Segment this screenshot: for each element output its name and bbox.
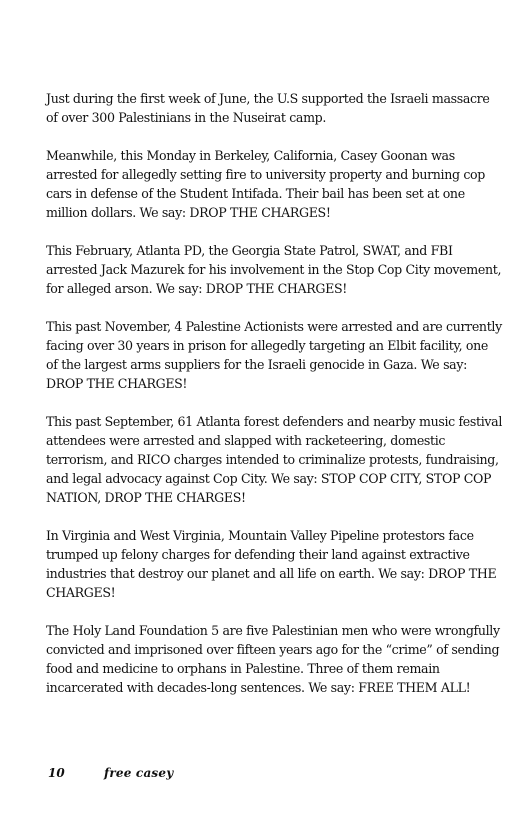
paragraph-atlanta-forest-defenders: This past September, 61 Atlanta forest defenders and nearby music festival attendees were arrested and slapped with racketeering, domestic terrorism, and RICO charges intended to criminalize protests, fundraising, and legal advocacy against Cop City. We say: STOP COP CITY, STOP COP NATION, DROP THE CHARGES! [46, 414, 502, 505]
paragraph-mountain-valley-pipeline: In Virginia and West Virginia, Mountain Valley Pipeline protestors face trumped up felony charges for defending their land against extractive industries that destroy our planet and all life on earth. We say: DROP THE CHARGES! [46, 528, 497, 600]
paragraph-palestine-actionists: This past November, 4 Palestine Actionists were arrested and are currently facing over 30 years in prison for allegedly targeting an Elbit facility, one of the largest arms suppliers for the Israeli genocide in Gaza. We say: DROP THE CHARGES! [46, 319, 502, 391]
paragraph-nuseirat: Just during the first week of June, the U.S supported the Israeli massacre of over 300 Palestinians in the Nuseirat camp. [46, 91, 490, 125]
page-footer [0, 766, 528, 786]
page-number: 10 [48, 766, 65, 780]
running-title: free casey [104, 766, 174, 780]
paragraph-holy-land-foundation: The Holy Land Foundation 5 are five Palestinian men who were wrongfully convicted and imprisoned over fifteen years ago for the “crime” of sending food and medicine to orphans in Palestine. Three of them remain incarcerated with decades-long sentences. We say: FREE THEM ALL! [46, 623, 500, 695]
paragraph-casey-goonan: Meanwhile, this Monday in Berkeley, California, Casey Goonan was arrested for allegedly setting fire to university property and burning cop cars in defense of the Student Intifada. Their bail has been set at one million dollars. We say: DROP THE CHARGES! [46, 148, 485, 220]
paragraph-jack-mazurek: This February, Atlanta PD, the Georgia State Patrol, SWAT, and FBI arrested Jack Mazurek for his involvement in the Stop Cop City movement, for alleged arson. We say: DROP THE CHARGES! [46, 243, 502, 296]
body-text [46, 89, 502, 716]
